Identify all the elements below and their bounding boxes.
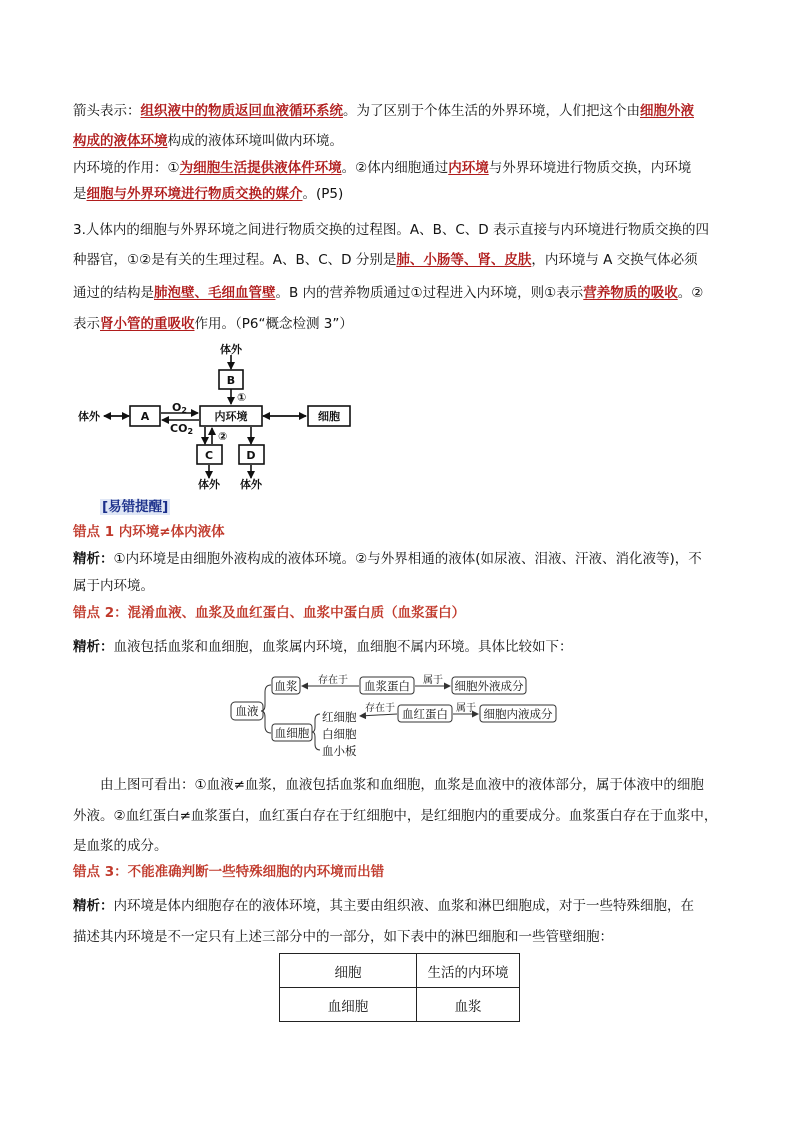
error1-analysis-line2	[73, 576, 724, 596]
label-blood: 血液	[235, 704, 259, 718]
blood-comparison-diagram	[0, 660, 794, 760]
label-co2-sub: 2	[187, 427, 194, 436]
text: 3.人体内的细胞与外界环境之间进行物质交换的过程图。A、B、C、D 表示直接与内环境进行物质交换的四	[73, 222, 709, 238]
answer-text: 为细胞生活提供液体件环境	[179, 160, 342, 176]
label-exists-in-2: 存在于	[365, 703, 395, 714]
label-o2-main: O	[172, 401, 182, 414]
error2-conclusion-line2: 外液。②血红蛋白≠血浆蛋白，血红蛋白存在于红细胞中，是红细胞内的重要成分。血浆蛋白存在于血浆中，	[73, 808, 718, 824]
label-outside-top: 体外	[220, 343, 242, 356]
text: 是	[73, 186, 87, 202]
error1-title: 错点 1 内环境≠体内液体	[73, 524, 225, 540]
error2-conclusion-line1: 由上图可看出：①血液≠血浆，血液包括血浆和血细胞，血浆是血液中的液体部分，属于体液中的细胞	[100, 777, 704, 793]
tip-heading	[100, 497, 724, 517]
cell-environment-table	[279, 953, 520, 1022]
label-c: C	[204, 449, 214, 462]
error3-title: 错点 3：不能准确判断一些特殊细胞的内环境而出错	[73, 864, 385, 880]
label-icf: 细胞内液成分	[483, 707, 553, 721]
label-co2	[170, 422, 193, 436]
tip-heading-text: [易错提醒]	[102, 499, 169, 515]
table-header-cell: 生活的内环境	[417, 954, 520, 988]
text: 。②	[677, 285, 704, 301]
error2-analysis-line1	[73, 637, 724, 657]
analysis-label: 精析：	[73, 551, 114, 567]
analysis-label: 精析：	[73, 898, 114, 914]
label-b: B	[226, 374, 236, 387]
table-cell: 血细胞	[280, 988, 417, 1022]
label-hemoglobin: 血红蛋白	[402, 707, 448, 721]
label-plasma-protein: 血浆蛋白	[364, 679, 410, 693]
label-d: D	[246, 449, 256, 462]
text: 通过的结构是	[73, 285, 154, 301]
table-row	[280, 988, 520, 1022]
table-header-cell: 细胞	[280, 954, 417, 988]
text: 内环境是体内细胞存在的液体环境，其主要由组织液、血浆和淋巴细胞成，对于一些特殊细胞，在	[113, 898, 694, 914]
label-platelet: 血小板	[322, 744, 357, 758]
label-outside-c: 体外	[198, 478, 220, 491]
answer-text: 细胞外液	[640, 103, 694, 119]
error2-conclusion-line3: 是血浆的成分。	[73, 838, 168, 854]
answer-text: 细胞与外界环境进行物质交换的媒介	[86, 186, 303, 202]
label-o2	[172, 401, 187, 415]
label-exists-in-1: 存在于	[318, 675, 348, 686]
text: 内环境的作用：①	[73, 160, 180, 176]
label-internal-environment: 内环境	[214, 410, 248, 423]
label-o2-sub: 2	[181, 406, 187, 415]
text: 种器官，①②是有关的生理过程。A、B、C、D 分别是	[73, 252, 397, 268]
label-wbc: 白细胞	[322, 727, 357, 741]
answer-text: 营养物质的吸收	[583, 285, 678, 301]
answer-text: 肺、小肠等、肾、皮肤	[396, 252, 532, 268]
text: 构成的液体环境叫做内环境。	[167, 133, 343, 149]
text: 作用。（P6“概念检测 3”）	[194, 316, 353, 332]
text: 。为了区别于个体生活的外界环境，人们把这个由	[343, 103, 640, 119]
text: 表示	[73, 316, 100, 332]
label-process-2: ②	[218, 430, 228, 443]
text: 。B 内的营养物质通过①过程进入内环境，则①表示	[275, 285, 584, 301]
answer-text: 组织液中的物质返回血液循环系统	[140, 103, 343, 119]
table-cell: 血浆	[417, 988, 520, 1022]
label-process-1: ①	[237, 391, 247, 404]
text: 。②体内细胞通过	[341, 160, 449, 176]
table-header-row	[280, 954, 520, 988]
analysis-label: 精析：	[73, 639, 114, 655]
text: 。(P5)	[302, 186, 344, 202]
error3-analysis-line1	[73, 896, 724, 916]
label-outside-left: 体外	[78, 410, 100, 423]
text: 与外界环境进行物质交换，内环境	[488, 160, 692, 176]
label-belongs-2: 属于	[456, 703, 476, 714]
label-plasma: 血浆	[274, 679, 298, 693]
label-belongs-1: 属于	[423, 675, 443, 686]
label-blood-cells: 血细胞	[274, 726, 310, 740]
label-cell: 细胞	[318, 410, 340, 423]
answer-text: 内环境	[448, 160, 489, 176]
answer-text: 构成的液体环境	[73, 133, 168, 149]
text: ，内环境与 A 交换气体必须	[531, 252, 698, 268]
error2-title: 错点 2：混淆血液、血浆及血红蛋白、血浆中蛋白质（血浆蛋白）	[73, 605, 466, 621]
text: 箭头表示：	[73, 103, 141, 119]
label-a: A	[140, 410, 150, 423]
exchange-diagram	[0, 0, 794, 500]
text: 血液包括血浆和血细胞，血浆属内环境，血细胞不属内环境。具体比较如下：	[113, 639, 573, 655]
label-co2-main: CO	[170, 422, 188, 435]
label-ecf: 细胞外液成分	[454, 679, 524, 693]
answer-text: 肺泡壁、毛细血管壁	[154, 285, 276, 301]
text: 属于内环境。	[73, 578, 154, 594]
error1-analysis-line1	[73, 549, 724, 569]
text: ①内环境是由细胞外液构成的液体环境。②与外界相通的液体(如尿液、泪液、汗液、消化液等)，不	[113, 551, 702, 567]
error3-analysis-line2: 描述其内环境是不一定只有上述三部分中的一部分，如下表中的淋巴细胞和一些管壁细胞：	[73, 929, 613, 945]
label-outside-d: 体外	[240, 478, 262, 491]
label-rbc: 红细胞	[322, 710, 357, 724]
answer-text: 肾小管的重吸收	[100, 316, 195, 332]
